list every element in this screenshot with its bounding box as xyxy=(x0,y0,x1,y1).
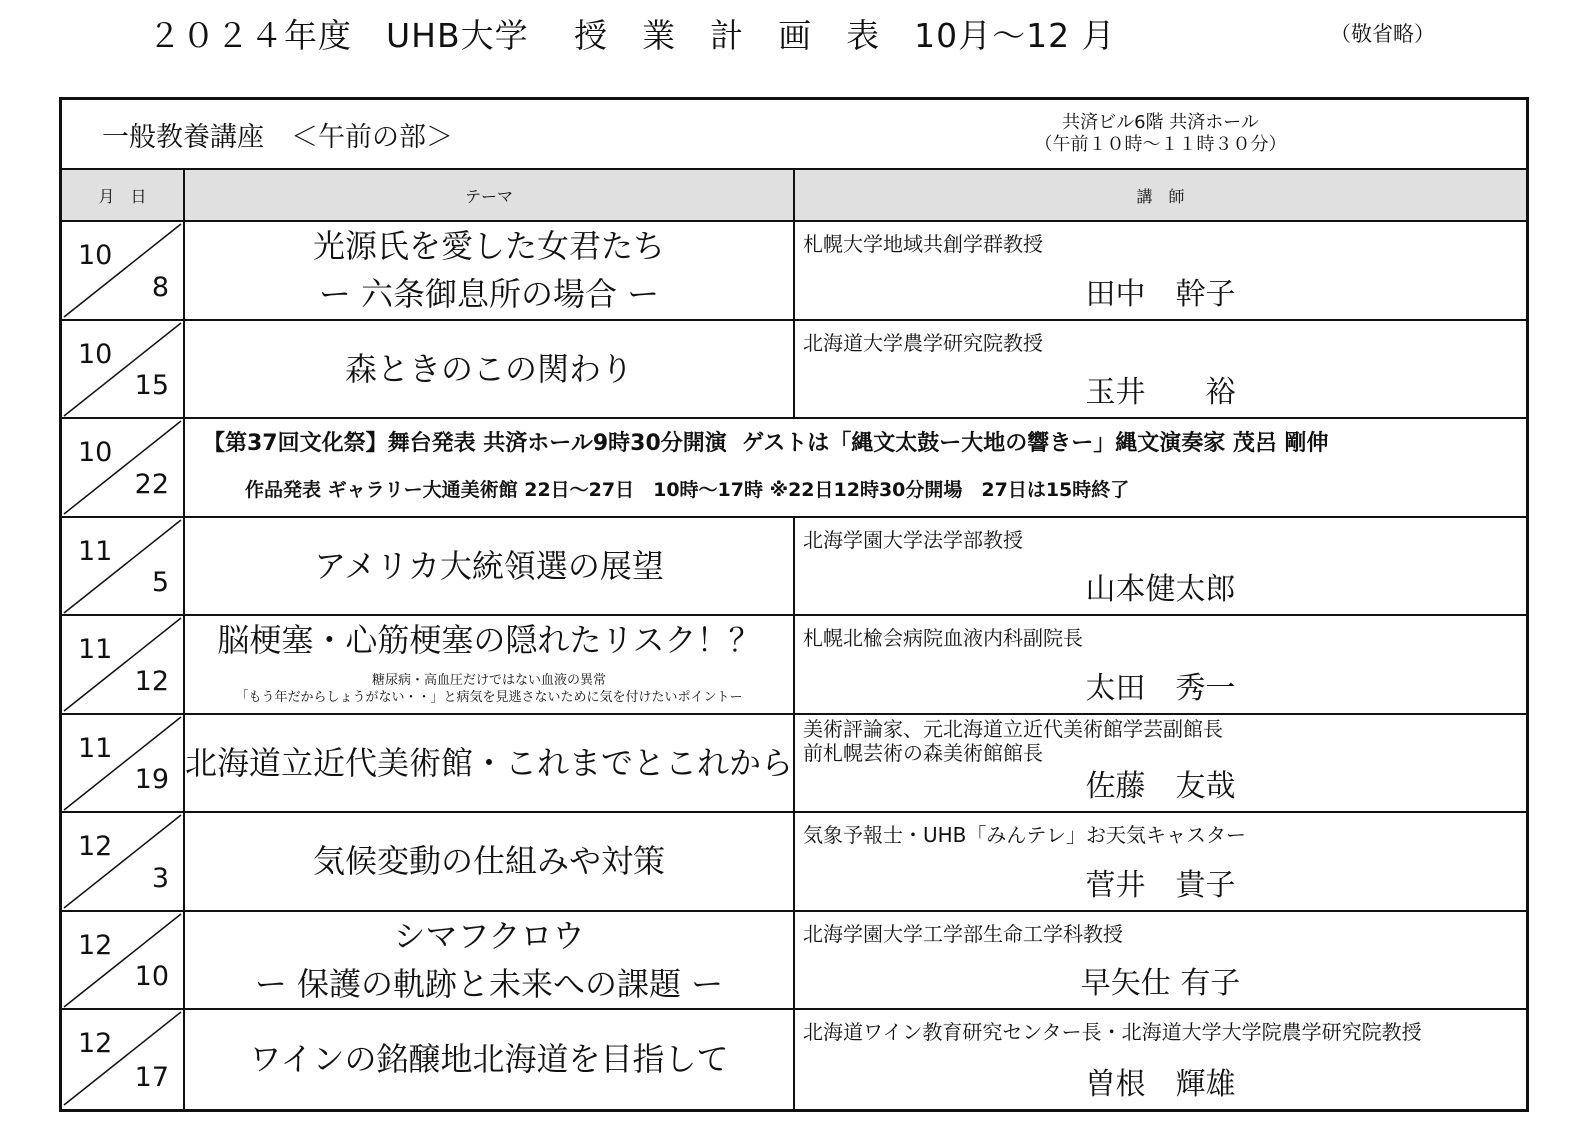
date-cell xyxy=(62,419,185,516)
lecturer-cell xyxy=(795,518,1526,615)
date-cell xyxy=(62,616,185,713)
page-title: ２０２４年度 UHB大学 授 業 計 画 表 10月～12 月 xyxy=(148,16,1116,55)
theme-title: 気候変動の仕組みや対策 xyxy=(312,842,665,881)
lecturer-cell xyxy=(795,222,1526,319)
lecturer-cell xyxy=(795,321,1526,418)
event-line1: 【第37回文化祭】舞台発表 共済ホール9時30分開演 ゲストは「縄文太鼓ー大地の響きー」縄文演奏家 茂呂 剛伸 xyxy=(203,431,1329,457)
date-month: 10 xyxy=(78,338,113,370)
lecturer-affiliation xyxy=(803,528,1023,552)
theme-note: 糖尿病・高血圧だけではない血液の異常 xyxy=(371,673,606,688)
lecturer-cell xyxy=(795,715,1526,812)
table-row xyxy=(62,518,1526,617)
venue-line2: （午前１０時～１１時３０分） xyxy=(1034,134,1287,155)
date-day: 10 xyxy=(134,961,169,992)
theme-title: 森ときのこの関わり xyxy=(344,349,633,388)
date-month: 10 xyxy=(78,240,113,271)
date-cell xyxy=(62,222,185,319)
lecturer-affiliation xyxy=(803,717,1223,765)
theme-cell xyxy=(185,518,795,615)
lecturer-cell xyxy=(795,616,1526,713)
affiliation-line: 北海学園大学法学部教授 xyxy=(803,527,1023,552)
date-day: 15 xyxy=(134,370,169,401)
lecturer-name: 曽根 輝雄 xyxy=(1085,1066,1236,1102)
theme-cell xyxy=(185,715,795,812)
theme-title: 光源氏を愛した女君たち xyxy=(312,227,665,266)
title-note: （敬省略） xyxy=(1330,22,1435,46)
event-line2: 作品発表 ギャラリー大通美術館 22日～27日 10時～17時 ※22日12時30分開場 27日は15時終了 xyxy=(245,479,1130,502)
lecturer-name: 玉井 裕 xyxy=(1085,375,1236,410)
lecturer-name: 早矢仕 有子 xyxy=(1080,966,1241,1001)
table-row xyxy=(62,912,1526,1011)
affiliation-line: 札幌大学地域共創学群教授 xyxy=(803,232,1043,256)
theme-cell xyxy=(185,813,795,910)
theme-subtitle: ー 六条御息所の場合 ー xyxy=(318,275,660,314)
table-row xyxy=(62,321,1526,420)
table-row xyxy=(62,419,1526,518)
theme-subtitle: ー 保護の軌跡と未来への課題 ー xyxy=(254,964,724,1003)
theme-title: 脳梗塞・心筋梗塞の隠れたリスク！？ xyxy=(217,621,761,659)
affiliation-line: 北海道大学農学研究院教授 xyxy=(803,330,1043,355)
theme-cell xyxy=(185,912,795,1009)
affiliation-line: 前札幌芸術の森美術館館長 xyxy=(803,740,1043,765)
affiliation-line: 気象予報士・UHB「みんテレ」お天気キャスター xyxy=(803,823,1246,847)
event-cell xyxy=(185,419,1526,516)
col-lecturer: 講 師 xyxy=(1136,186,1185,206)
section-header xyxy=(62,100,1526,170)
col-theme: テーマ xyxy=(185,170,795,220)
lecturer-name: 山本健太郎 xyxy=(1085,572,1236,607)
date-cell xyxy=(62,518,185,615)
date-month: 12 xyxy=(78,1028,113,1059)
col-date: 月 日 xyxy=(62,170,185,220)
table-body xyxy=(62,222,1526,1109)
date-cell xyxy=(62,912,185,1009)
date-day: 3 xyxy=(151,862,169,894)
lecturer-affiliation xyxy=(803,232,1043,256)
date-cell xyxy=(62,813,185,910)
table-row xyxy=(62,222,1526,321)
date-day: 8 xyxy=(151,271,169,303)
section-name: 一般教養講座 ＜午前の部＞ xyxy=(102,121,453,153)
date-month: 12 xyxy=(78,929,113,961)
venue-line1: 共済ビル6階 共済ホール xyxy=(1062,112,1259,133)
column-headers xyxy=(62,170,1526,222)
table-row xyxy=(62,715,1526,814)
lecturer-affiliation xyxy=(803,626,1083,650)
date-cell xyxy=(62,321,185,418)
date-day: 12 xyxy=(134,665,169,697)
theme-cell xyxy=(185,1010,795,1109)
theme-cell xyxy=(185,616,795,713)
date-cell xyxy=(62,1010,185,1109)
table-row xyxy=(62,1010,1526,1109)
date-month: 11 xyxy=(78,634,113,665)
lecturer-affiliation xyxy=(803,823,1246,847)
theme-cell xyxy=(185,222,795,319)
date-month: 11 xyxy=(78,732,113,764)
lecturer-affiliation xyxy=(803,922,1123,946)
date-day: 5 xyxy=(151,567,169,598)
date-month: 10 xyxy=(78,437,113,468)
affiliation-line: 美術評論家、元北海道立近代美術館学芸副館長 xyxy=(803,716,1223,741)
table-row xyxy=(62,616,1526,715)
table-row xyxy=(62,813,1526,912)
lecturer-cell xyxy=(795,1010,1526,1109)
affiliation-line: 札幌北楡会病院血液内科副院長 xyxy=(803,626,1083,650)
theme-title: 北海道立近代美術館・これまでとこれから xyxy=(185,743,794,782)
date-day: 17 xyxy=(134,1061,169,1093)
venue xyxy=(795,100,1526,168)
date-month: 11 xyxy=(78,535,113,567)
affiliation-line: 北海学園大学工学部生命工学科教授 xyxy=(803,921,1123,946)
theme-note: 「もう年だからしょうがない・・」と病気を見逃さないために気を付けたいポイントー xyxy=(235,690,743,705)
date-cell xyxy=(62,715,185,812)
lecturer-name: 佐藤 友哉 xyxy=(1085,769,1236,804)
schedule-table xyxy=(59,97,1529,1112)
affiliation-line: 北海道ワイン教育研究センター長・北海道大学大学院農学研究院教授 xyxy=(803,1020,1422,1044)
lecturer-affiliation xyxy=(803,1020,1422,1044)
theme-cell xyxy=(185,321,795,418)
lecturer-name: 菅井 貴子 xyxy=(1085,867,1236,903)
theme-title: ワインの銘醸地北海道を目指して xyxy=(249,1040,729,1079)
theme-title: アメリカ大統領選の展望 xyxy=(314,546,664,585)
theme-title: シマフクロウ xyxy=(393,916,585,955)
lecturer-name: 太田 秀一 xyxy=(1085,670,1236,706)
lecturer-cell xyxy=(795,813,1526,910)
lecturer-cell xyxy=(795,912,1526,1009)
lecturer-name: 田中 幹子 xyxy=(1085,276,1236,312)
date-day: 19 xyxy=(134,764,169,795)
date-day: 22 xyxy=(134,468,169,500)
lecturer-affiliation xyxy=(803,331,1043,355)
date-month: 12 xyxy=(78,831,113,862)
